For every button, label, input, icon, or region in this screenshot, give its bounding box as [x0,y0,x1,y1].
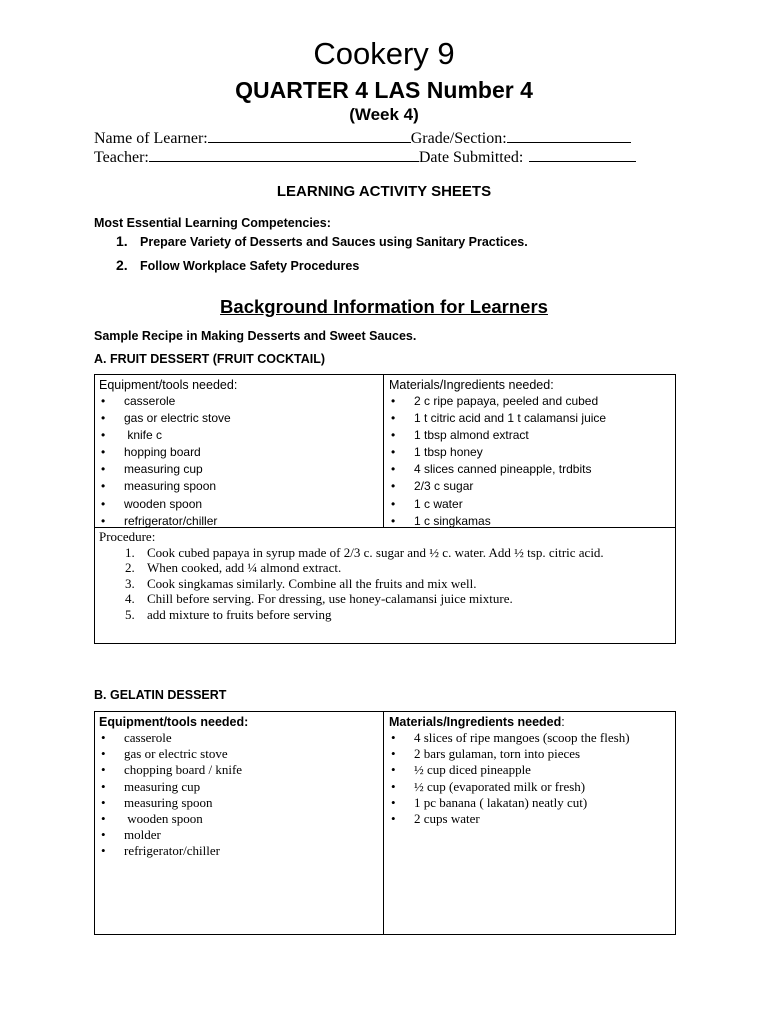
list-item: • measuring cup [99,461,237,478]
procedure-step: 3. Cook singkamas similarly. Combine all the fruits and mix well. [125,575,477,591]
date-field[interactable] [529,147,636,162]
list-item: • 1 tbsp honey [389,444,606,461]
procedure-step: 5. add mixture to fruits before serving [125,606,332,622]
list-item: • 2 bars gulaman, torn into pieces [389,746,649,762]
document-subtitle: QUARTER 4 LAS Number 4 [235,77,533,103]
list-item: • measuring spoon [99,795,359,811]
document-title: Cookery 9 [313,36,455,71]
list-item: • measuring cup [99,779,359,795]
list-item: • 4 slices of ripe mangoes (scoop the flesh) [389,730,649,746]
list-item: • 1 c water [389,496,606,513]
grade-label: Grade/Section: [410,130,507,147]
procedure-step: 4. Chill before serving. For dressing, use honey-calamansi juice mixture. [125,591,513,606]
list-item: • gas or electric stove [99,410,237,427]
equipment-heading: Equipment/tools needed: [99,378,238,392]
list-item: • 1 t citric acid and 1 t calamansi juice [389,410,606,427]
background-intro: Sample Recipe in Making Desserts and Sweet Sauces. [94,329,417,343]
list-item: • ½ cup (evaporated milk or fresh) [389,779,649,795]
sheet-title: LEARNING ACTIVITY SHEETS [276,183,492,200]
grade-field[interactable] [507,128,631,143]
list-item: • wooden spoon [99,496,237,513]
teacher-info-row [94,147,659,168]
list-item: • gas or electric stove [99,746,359,762]
fruit-dessert-table [94,374,676,644]
list-item: • casserole [99,730,359,746]
name-field[interactable] [208,128,411,143]
list-item: • ½ cup diced pineapple [389,762,649,778]
gelatin-dessert-table [94,711,676,935]
list-item: • 1 pc banana ( lakatan) neatly cut) [389,795,649,811]
week-label: (Week 4) [349,105,419,124]
procedure-section [99,529,669,622]
list-item: • 1 c singkamas [389,513,606,530]
list-item: • 2/3 c sugar [389,478,606,495]
section-b-title: B. GELATIN DESSERT [94,688,227,702]
materials-column [389,714,649,827]
list-item: • knife c [99,427,237,444]
teacher-field[interactable] [149,147,419,162]
list-item: • wooden spoon [99,811,359,827]
section-a-title: A. FRUIT DESSERT (FRUIT COCKTAIL) [94,352,325,366]
background-heading: Background Information for Learners [220,296,548,317]
list-item: • 4 slices canned pineapple, trdbits [389,461,606,478]
materials-heading: Materials/Ingredients needed [389,715,562,729]
materials-heading: Materials/Ingredients needed: [389,378,554,392]
list-item: • 2 cups water [389,811,649,827]
learner-info-row [94,128,659,149]
equipment-column [99,377,237,530]
list-item: • 1 tbsp almond extract [389,427,606,444]
list-item: • 2 c ripe papaya, peeled and cubed [389,393,606,410]
list-item: • refrigerator/chiller [99,513,237,530]
procedure-step: 2. When cooked, add ¼ almond extract. [125,560,342,575]
date-label: Date Submitted: [418,149,524,166]
materials-column [389,377,606,530]
list-item: • casserole [99,393,237,410]
competency-item: 1. Prepare Variety of Desserts and Sauces using Sanitary Practices. [116,233,528,249]
equipment-column [99,714,359,860]
competency-item: 2. Follow Workplace Safety Procedures [116,257,360,273]
list-item: • chopping board / knife [99,762,359,778]
list-item: • measuring spoon [99,478,237,495]
list-item: • refrigerator/chiller [99,843,359,859]
list-item: • molder [99,827,359,843]
list-item: • hopping board [99,444,237,461]
teacher-label: Teacher: [94,149,149,166]
procedure-heading: Procedure: [99,529,156,544]
procedure-step: 1. Cook cubed papaya in syrup made of 2/3 c. sugar and ½ c. water. Add ½ tsp. citric acid. [125,544,604,560]
competencies-heading: Most Essential Learning Competencies: [94,216,331,230]
materials-heading-row: Materials/Ingredients needed: [389,715,565,729]
equipment-heading: Equipment/tools needed: [99,715,249,729]
name-label: Name of Learner: [94,130,208,147]
